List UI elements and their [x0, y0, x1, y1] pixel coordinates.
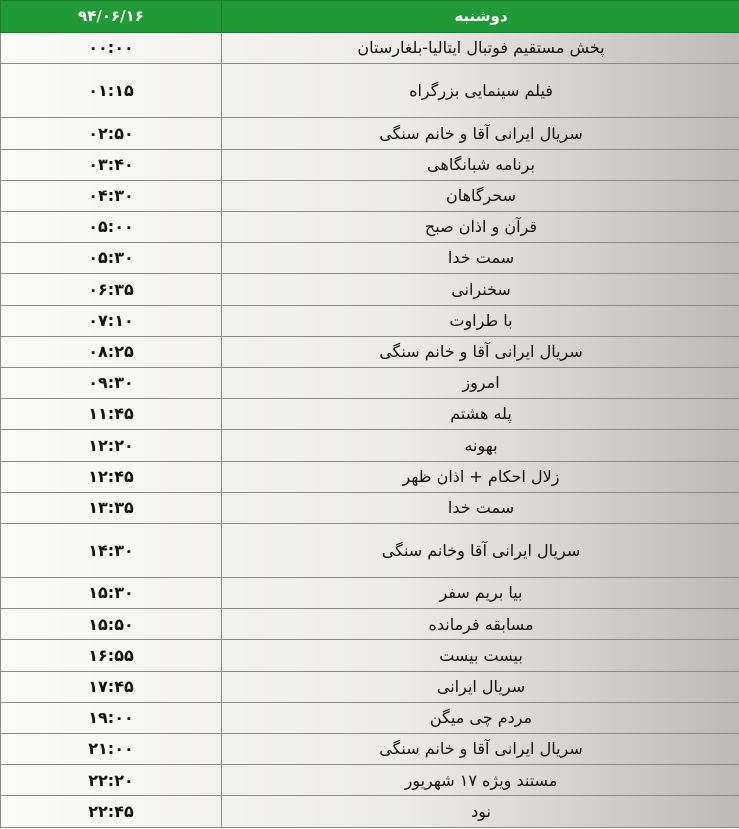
table-row	[1, 430, 739, 461]
table-row	[1, 64, 739, 118]
time-cell: ۲۲:۴۵	[1, 796, 222, 828]
table-row	[1, 305, 739, 336]
time-cell: ۲۲:۲۰	[1, 765, 222, 796]
time-cell: ۲۱:۰۰	[1, 734, 222, 765]
table-row	[1, 609, 739, 640]
program-cell: سریال ایرانی آقا وخانم سنگی	[222, 523, 739, 577]
program-cell: پخش مستقیم فوتبال ایتالیا-بلغارستان	[222, 33, 739, 64]
program-cell: سخنرانی	[222, 274, 739, 305]
program-cell: قرآن و اذان صبح	[222, 211, 739, 242]
time-cell: ۱۲:۲۰	[1, 430, 222, 461]
program-cell: سریال ایرانی	[222, 671, 739, 702]
time-cell: ۰۰:۰۰	[1, 33, 222, 64]
time-cell: ۰۶:۳۵	[1, 274, 222, 305]
program-cell: با طراوت	[222, 305, 739, 336]
table-row	[1, 149, 739, 180]
program-cell: سحرگاهان	[222, 180, 739, 211]
table-row	[1, 461, 739, 492]
table-row	[1, 734, 739, 765]
time-cell: ۰۹:۳۰	[1, 367, 222, 398]
table-row	[1, 702, 739, 733]
table-row	[1, 367, 739, 398]
time-cell: ۰۱:۱۵	[1, 64, 222, 118]
program-cell: بهونه	[222, 430, 739, 461]
time-cell: ۱۱:۴۵	[1, 399, 222, 430]
table-row	[1, 492, 739, 523]
time-cell: ۰۸:۲۵	[1, 336, 222, 367]
header-row	[1, 1, 739, 33]
table-row	[1, 399, 739, 430]
table-row	[1, 578, 739, 609]
time-cell: ۰۷:۱۰	[1, 305, 222, 336]
time-cell: ۱۵:۵۰	[1, 609, 222, 640]
program-cell: بیا بریم سفر	[222, 578, 739, 609]
table-row	[1, 523, 739, 577]
program-cell: سریال ایرانی آقا و خانم سنگی	[222, 734, 739, 765]
program-cell: نود	[222, 796, 739, 828]
time-cell: ۱۵:۳۰	[1, 578, 222, 609]
table-row	[1, 640, 739, 671]
program-cell: بیست بیست	[222, 640, 739, 671]
table-row	[1, 336, 739, 367]
program-cell: برنامه شبانگاهی	[222, 149, 739, 180]
program-cell: پله هشتم	[222, 399, 739, 430]
time-cell: ۰۵:۳۰	[1, 243, 222, 274]
table-row	[1, 671, 739, 702]
time-cell: ۱۷:۴۵	[1, 671, 222, 702]
program-cell: زلال احکام + اذان ظهر	[222, 461, 739, 492]
program-cell: سمت خدا	[222, 243, 739, 274]
program-cell: سریال ایرانی آقا و خانم سنگی	[222, 118, 739, 149]
program-cell: مسابقه فرمانده	[222, 609, 739, 640]
header-day: دوشنبه	[222, 1, 739, 33]
time-cell: ۱۶:۵۵	[1, 640, 222, 671]
program-cell: سمت خدا	[222, 492, 739, 523]
program-cell: مردم چی میگن	[222, 702, 739, 733]
program-cell: امروز	[222, 367, 739, 398]
schedule-body	[1, 33, 739, 828]
table-row	[1, 765, 739, 796]
table-row	[1, 211, 739, 242]
header-date: ۹۴/۰۶/۱۶	[1, 1, 222, 33]
time-cell: ۱۴:۳۰	[1, 523, 222, 577]
time-cell: ۰۴:۳۰	[1, 180, 222, 211]
program-cell: فیلم سینمایی بزرگراه	[222, 64, 739, 118]
time-cell: ۰۲:۵۰	[1, 118, 222, 149]
table-row	[1, 118, 739, 149]
program-cell: مستند ویژه ۱۷ شهریور	[222, 765, 739, 796]
table-row	[1, 33, 739, 64]
program-cell: سریال ایرانی آقا و خانم سنگی	[222, 336, 739, 367]
table-row	[1, 274, 739, 305]
time-cell: ۱۳:۳۵	[1, 492, 222, 523]
schedule-header	[1, 1, 739, 33]
time-cell: ۱۲:۴۵	[1, 461, 222, 492]
table-row	[1, 796, 739, 828]
table-row	[1, 180, 739, 211]
time-cell: ۱۹:۰۰	[1, 702, 222, 733]
time-cell: ۰۳:۴۰	[1, 149, 222, 180]
time-cell: ۰۵:۰۰	[1, 211, 222, 242]
table-row	[1, 243, 739, 274]
